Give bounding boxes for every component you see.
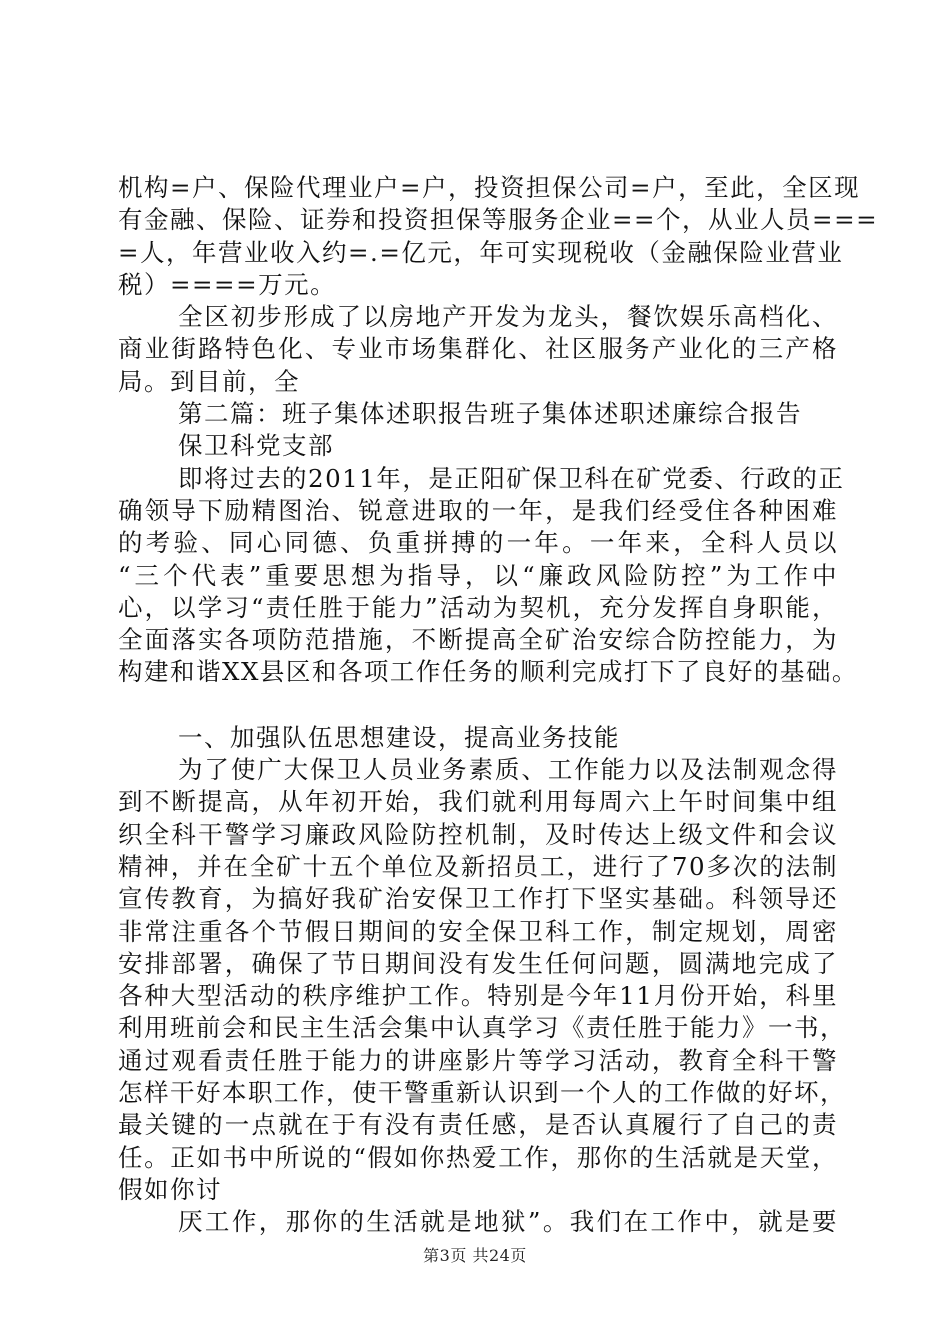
paragraph-gap: [118, 689, 838, 722]
text-line: 安排部署，确保了节日期间没有发生任何问题，圆满地完成了: [118, 948, 838, 978]
text-line: 到不断提高，从年初开始，我们就利用每周六上午时间集中组: [118, 787, 838, 817]
text-line: 有金融、保险、证券和投资担保等服务企业==个，从业人员===: [118, 205, 879, 235]
section-heading: 第二篇：班子集体述职报告班子集体述职述廉综合报告: [178, 399, 802, 429]
document-body: [118, 172, 879, 1239]
text-line: 为了使广大保卫人员业务素质、工作能力以及法制观念得: [178, 755, 838, 785]
text-line: 构建和谐XX县区和各项工作任务的顺利完成打下了良好的基础。: [118, 657, 858, 687]
text-line: “三个代表”重要思想为指导，以“廉政风险防控”为工作中: [118, 560, 838, 590]
text-line: 心，以学习“责任胜于能力”活动为契机，充分发挥自身职能，: [118, 592, 838, 622]
department-name: 保卫科党支部: [178, 431, 334, 461]
text-line: 非常注重各个节假日期间的安全保卫科工作，制定规划，周密: [118, 916, 838, 946]
text-line: 局。到目前，全: [118, 366, 300, 396]
text-line: 各种大型活动的秩序维护工作。特别是今年11月份开始，科里: [118, 981, 838, 1011]
text-line: 的考验、同心同德、负重拼搏的一年。一年来，全科人员以: [118, 528, 838, 558]
text-line: 精神，并在全矿十五个单位及新招员工，进行了70多次的法制: [118, 851, 838, 881]
text-line: 利用班前会和民主生活会集中认真学习《责任胜于能力》一书，: [118, 1013, 846, 1043]
text-line: 宣传教育，为搞好我矿治安保卫工作打下坚实基础。科领导还: [118, 884, 838, 914]
text-line: 即将过去的2011年，是正阳矿保卫科在矿党委、行政的正: [178, 463, 845, 493]
text-line: 假如你讨: [118, 1174, 222, 1204]
text-line: =人，年营业收入约=.=亿元，年可实现税收（金融保险业营业: [118, 237, 844, 267]
text-line: 任。正如书中所说的“假如你热爱工作，那你的生活就是天堂，: [118, 1142, 838, 1172]
text-line: 厌工作，那你的生活就是地狱”。我们在工作中，就是要: [178, 1207, 838, 1237]
text-line: 确领导下励精图治、锐意进取的一年，是我们经受住各种困难: [118, 495, 838, 525]
text-line: 税）====万元。: [118, 269, 337, 299]
text-line: 怎样干好本职工作，使干警重新认识到一个人的工作做的好坏，: [118, 1078, 846, 1108]
page-number-footer: 第3页 共24页: [423, 1246, 527, 1265]
text-line: 机构=户、保险代理业户=户，投资担保公司=户，至此，全区现: [118, 173, 861, 202]
text-line: 全面落实各项防范措施，不断提高全矿治安综合防控能力，为: [118, 625, 838, 655]
text-line: 商业街路特色化、专业市场集群化、社区服务产业化的三产格: [118, 334, 838, 364]
text-line: 最关键的一点就在于有没有责任感，是否认真履行了自己的责: [118, 1110, 838, 1140]
text-line: 全区初步形成了以房地产开发为龙头，餐饮娱乐高档化、: [178, 302, 838, 332]
text-line: 通过观看责任胜于能力的讲座影片等学习活动，教育全科干警: [118, 1045, 838, 1075]
subsection-heading: 一、加强队伍思想建设，提高业务技能: [178, 722, 620, 752]
text-line: 织全科干警学习廉政风险防控机制，及时传达上级文件和会议: [118, 819, 838, 849]
